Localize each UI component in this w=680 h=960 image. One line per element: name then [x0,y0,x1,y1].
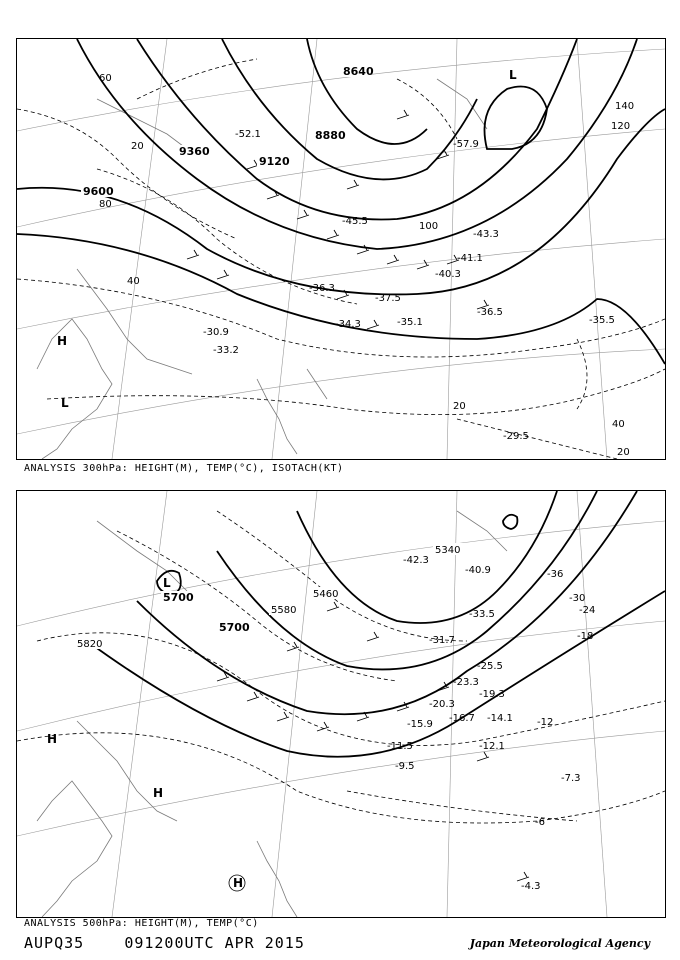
height-label: 5580 [271,605,297,616]
caption-300hpa: ANALYSIS 300hPa: HEIGHT(M), TEMP(°C), ISOTACH(KT) [24,463,344,474]
station-temp: -41.1 [457,253,483,264]
height-label: 5700 [163,591,194,604]
height-contours [17,39,665,364]
high-pressure-center: H [47,732,58,746]
agency-name: Japan Meteorological Agency [469,937,650,950]
low-pressure-center: L [61,396,69,410]
wind-barbs [187,110,489,329]
station-temp: -34.3 [335,319,361,330]
isotach-label: 80 [99,199,112,210]
product-code: AUPQ35 [24,934,85,952]
map-500hpa-canvas [17,491,665,917]
map-500hpa [16,490,666,918]
station-temp: -42.3 [403,555,429,566]
isotach-label: 40 [612,419,625,430]
caption-500hpa: ANALYSIS 500hPa: HEIGHT(M), TEMP(°C) [24,918,259,929]
isotherm-label: -18 [577,631,594,642]
graticule [17,491,665,917]
map-300hpa-canvas [17,39,665,459]
station-temp: -45.5 [342,216,368,227]
station-temp: -23.3 [453,677,479,688]
station-temp: -16.7 [449,713,475,724]
station-temp: -35.5 [589,315,615,326]
station-temp: -33.5 [469,609,495,620]
station-temp: -33.2 [213,345,239,356]
isotach-label: 20 [617,447,630,458]
map-300hpa [16,38,666,460]
isotherm-label: -12 [537,717,554,728]
station-temp: -43.3 [473,229,499,240]
station-temp: -20.3 [429,699,455,710]
station-temp: -37.5 [375,293,401,304]
station-temp: -57.9 [453,139,479,150]
isotach-label: 20 [131,141,144,152]
isotach-label: 60 [99,73,112,84]
height-label: 8880 [315,129,346,142]
station-temp: -36.3 [309,283,335,294]
station-temp: -11.5 [387,741,413,752]
chart-identifier [24,934,305,952]
station-temp: -14.1 [487,713,513,724]
station-temp: -52.1 [235,129,261,140]
isotherm-labels [535,569,595,828]
isotherm-label: -30 [569,593,586,604]
height-contours [87,491,665,757]
isotherm-label: -24 [579,605,596,616]
station-temp: -9.5 [395,761,415,772]
station-temp: -19.3 [479,689,505,700]
isotach-labels [99,73,634,458]
station-temp: -40.9 [465,565,491,576]
height-label: 9360 [179,145,210,158]
station-temp: -35.1 [397,317,423,328]
isotach-label: 140 [615,101,635,112]
station-temp: -7.3 [561,773,581,784]
station-temp: -12.1 [479,741,505,752]
height-label: 5340 [435,545,461,556]
isotach-label: 20 [453,401,466,412]
height-label: 5460 [313,589,339,600]
low-pressure-center: L [509,68,517,82]
station-temp: -30.9 [203,327,229,338]
station-temp: -4.3 [521,881,541,892]
station-temp: -15.9 [407,719,433,730]
height-label: 8640 [343,65,374,78]
high-pressure-center: H [57,334,68,348]
valid-datetime: 091200UTC APR 2015 [124,934,305,952]
isotherm-label: -6 [535,817,545,828]
station-temp: -29.5 [503,431,529,442]
height-label: 5820 [77,639,103,650]
height-label: 5700 [219,621,250,634]
high-pressure-center: H [153,786,164,800]
low-pressure-center: L [163,576,171,590]
isotach-contours [17,59,665,459]
high-pressure-center: H [233,876,244,890]
isotach-label: 100 [419,221,439,232]
station-temp: -25.5 [477,661,503,672]
height-label: 9120 [259,155,290,168]
height-label: 9600 [83,185,114,198]
isotach-label: 120 [611,121,631,132]
station-temp: -40.3 [435,269,461,280]
graticule [17,39,665,459]
station-temp: -31.7 [429,635,455,646]
height-labels [81,65,374,198]
isotach-label: 40 [127,276,140,287]
isotherm-label: -36 [547,569,564,580]
station-temp: -36.5 [477,307,503,318]
